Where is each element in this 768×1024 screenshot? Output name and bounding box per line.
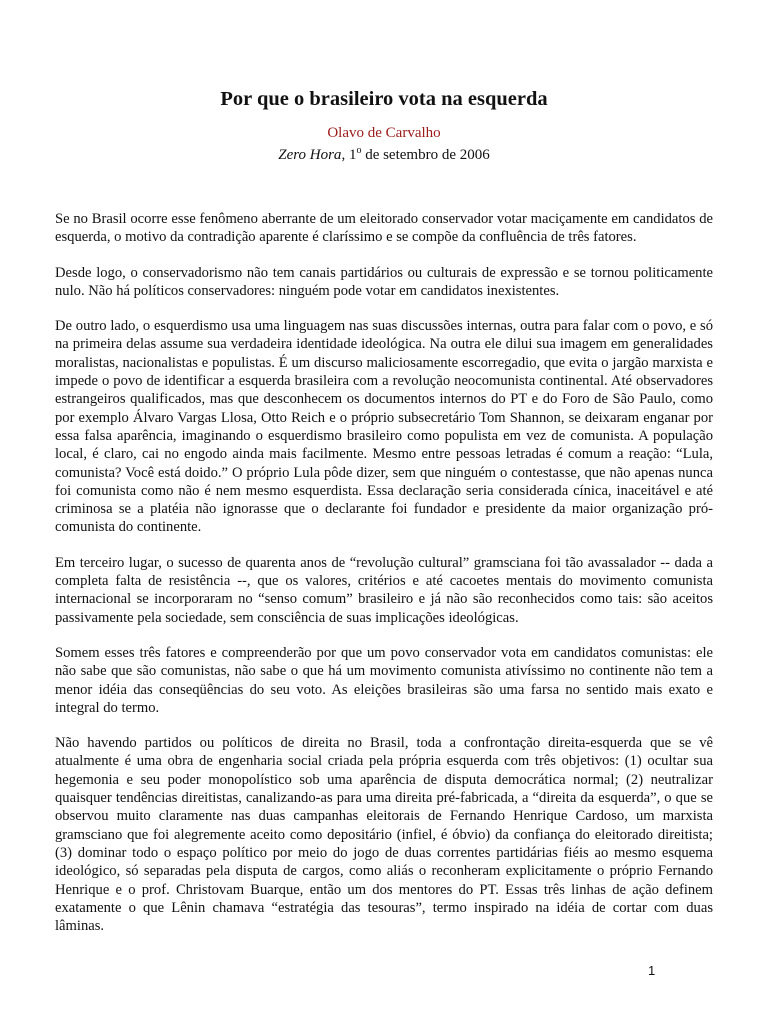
- ordinal-superscript: o: [356, 145, 362, 156]
- publication-name: Zero Hora: [278, 147, 342, 163]
- author-name: Olavo de Carvalho: [327, 125, 441, 141]
- paragraph-1: Se no Brasil ocorre esse fenômeno aberrante de um eleitorado conservador votar maciçamente em candidatos de esquerda, o motivo da contradição aparente é claríssimo e se compõe da confluência de três fatores.: [55, 211, 713, 246]
- publication-date-suffix: de setembro de 2006: [361, 147, 490, 163]
- paragraph-4: Em terceiro lugar, o sucesso de quarenta anos de “revolução cultural” gramsciana foi tão avassalador -- dada a completa falta de resistência --, que os valores, critérios e até cacoetes mentais do movimento comunista internacional se incorporaram no “senso comum” brasileiro e já não são reconhecidos como tais: são aceitos passivamente pela sociedade, sem consciência de suas implicações ideológicas.: [55, 554, 713, 626]
- paragraph-3: De outro lado, o esquerdismo usa uma linguagem nas suas discussões internas, outra para falar com o povo, e só na primeira delas assume sua verdadeira identidade ideológica. Na outra ele dilui sua imagem em generalidades moralistas, nacionalistas e populistas. É um discurso maliciosamente escorregadio, que evita o jargão marxista e impede o povo de identificar a esquerda brasileira com a revolução neocomunista continental. Até observadores estrangeiros qualificados, mas que desconhecem os documentos internos do PT e do Foro de São Paulo, como por exemplo Álvaro Vargas Llosa, Otto Reich e o próprio subsecretário Tom Shannon, se deixaram enganar por essa falsa aparência, imaginando o esquerdismo brasileiro como populista em vez de comunista. A população local, é claro, cai no engodo ainda mais facilmente. Mesmo entre pessoas letradas é comum a reação: “Lula, comunista? Você está doido.” O próprio Lula pôde dizer, sem que ninguém o contestasse, que não apenas nunca foi comunista como não é nem mesmo esquerdista. Essa declaração seria considerada cínica, inaceitável e até criminosa se a platéia não ignorasse que o declarante foi fundador e presidente da maior organização pró-comunista do continente.: [55, 318, 713, 536]
- paragraph-5: Somem esses três fatores e compreenderão por que um povo conservador vota em candidatos comunistas: ele não sabe que são comunistas, não sabe o que há um movimento comunista ativíssimo no continente não tem a menor idéia das conseqüências do seu voto. As eleições brasileiras são uma farsa no sentido mais exato e integral do termo.: [55, 644, 713, 716]
- paragraph-6: Não havendo partidos ou políticos de direita no Brasil, toda a confrontação direita-esquerda que se vê atualmente é uma obra de engenharia social criada pela própria esquerda com três objetivos: (1) ocultar sua hegemonia e seu poder monopolístico sob uma aparência de disputa democrática normal; (2) neutralizar quaisquer tendências direitistas, canalizando-as para uma direita pré-fabricada, a “direita da esquerda”, o que se observou muito claramente nas duas campanhas eleitorais de Fernando Henrique Cardoso, um marxista gramsciano que foi alegremente aceito como depositário (infiel, é óbvio) da confiança do eleitorado direitista; (3) dominar todo o espaço político por meio do jogo de duas correntes partidárias fiéis ao mesmo esquema ideológico, só separadas pela disputa de cargos, como aliás o reconheram explicitamente o próprio Fernando Henrique e o prof. Christovam Buarque, então um dos mentores do PT. Essas três linhas de ação definem exatamente o que Lênin chamava “estratégia das tesouras”, termo inspirado na idéia de cortar com duas lâminas.: [55, 735, 713, 935]
- article-title: Por que o brasileiro vota na esquerda: [220, 88, 548, 110]
- publication-line: [55, 145, 713, 164]
- paragraph-2: Desde logo, o conservadorismo não tem canais partidários ou culturais de expressão e se tornou politicamente nulo. Não há políticos conservadores: ninguém pode votar em candidatos inexistentes.: [55, 264, 713, 299]
- page-number: 1: [648, 963, 656, 978]
- publication-date-prefix: , 1: [341, 147, 357, 163]
- article-body: [55, 210, 713, 952]
